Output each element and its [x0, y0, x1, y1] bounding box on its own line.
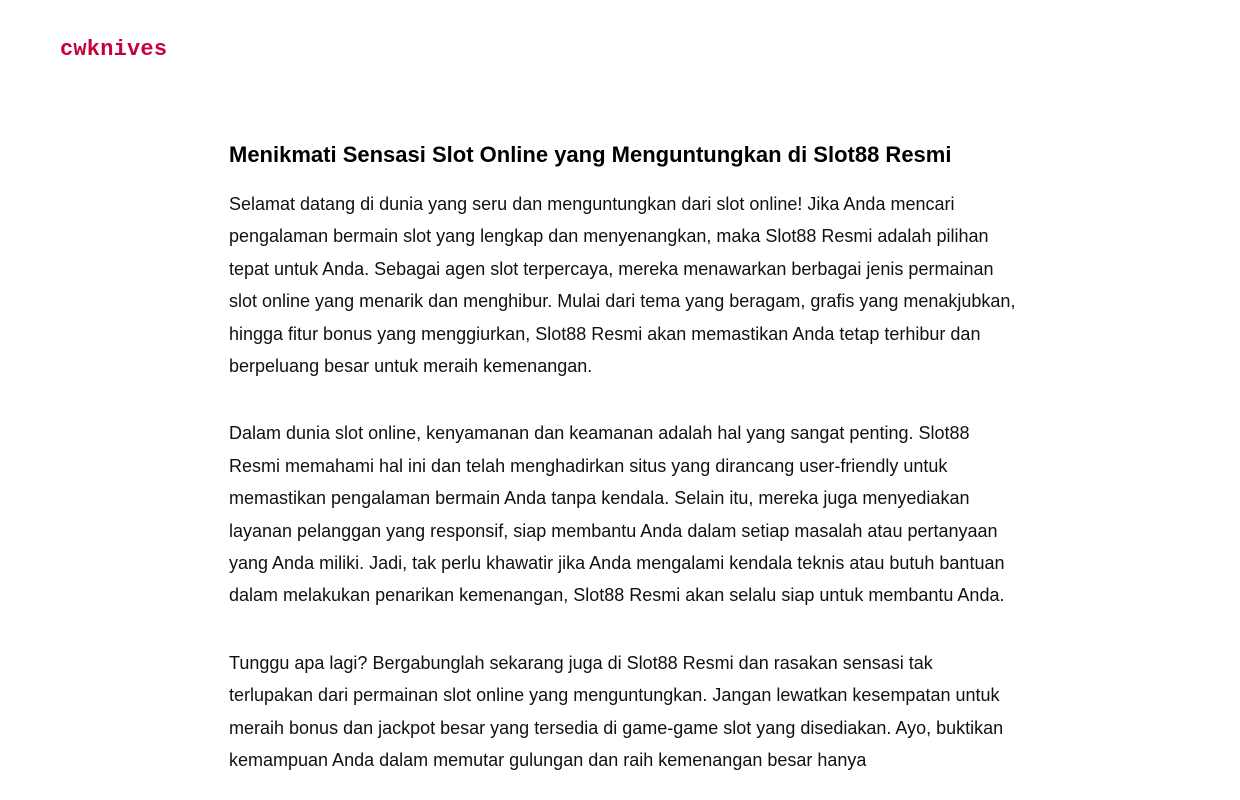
- post-paragraph: Selamat datang di dunia yang seru dan menguntungkan dari slot online! Jika Anda mencari pengalaman bermain slot yang lengkap dan menyenangkan, maka Slot88 Resmi adalah pilihan tepat untuk Anda. Sebagai agen slot terpercaya, mereka menawarkan berbagai jenis permainan slot online yang menarik dan menghibur. Mulai dari tema yang beragam, grafis yang menakjubkan, hingga fitur bonus yang menggiurkan, Slot88 Resmi akan memastikan Anda tetap terhibur dan berpeluang besar untuk meraih kemenangan.: [229, 194, 1016, 377]
- site-title-link[interactable]: cwknives: [60, 37, 168, 62]
- post-article: [229, 138, 1019, 800]
- site-header: [60, 36, 167, 64]
- post-paragraph: Tunggu apa lagi? Bergabunglah sekarang juga di Slot88 Resmi dan rasakan sensasi tak terlupakan dari permainan slot online yang menguntungkan. Jangan lewatkan kesempatan untuk meraih bonus dan jackpot besar yang tersedia di game-game slot yang disediakan. Ayo, buktikan kemampuan Anda dalam memutar gulungan dan raih kemenangan besar hanya: [229, 652, 1004, 771]
- post-title: Menikmati Sensasi Slot Online yang Menguntungkan di Slot88 Resmi: [229, 142, 952, 167]
- post-body: [229, 188, 1019, 777]
- post-paragraph: Dalam dunia slot online, kenyamanan dan keamanan adalah hal yang sangat penting. Slot88 Resmi memahami hal ini dan telah menghadirkan situs yang dirancang user-friendly untuk memastikan pengalaman bermain Anda tanpa kendala. Selain itu, mereka juga menyediakan layanan pelanggan yang responsif, siap membantu Anda dalam setiap masalah atau pertanyaan yang Anda miliki. Jadi, tak perlu khawatir jika Anda mengalami kendala teknis atau butuh bantuan dalam melakukan penarikan kemenangan, Slot88 Resmi akan selalu siap untuk membantu Anda.: [229, 423, 1005, 606]
